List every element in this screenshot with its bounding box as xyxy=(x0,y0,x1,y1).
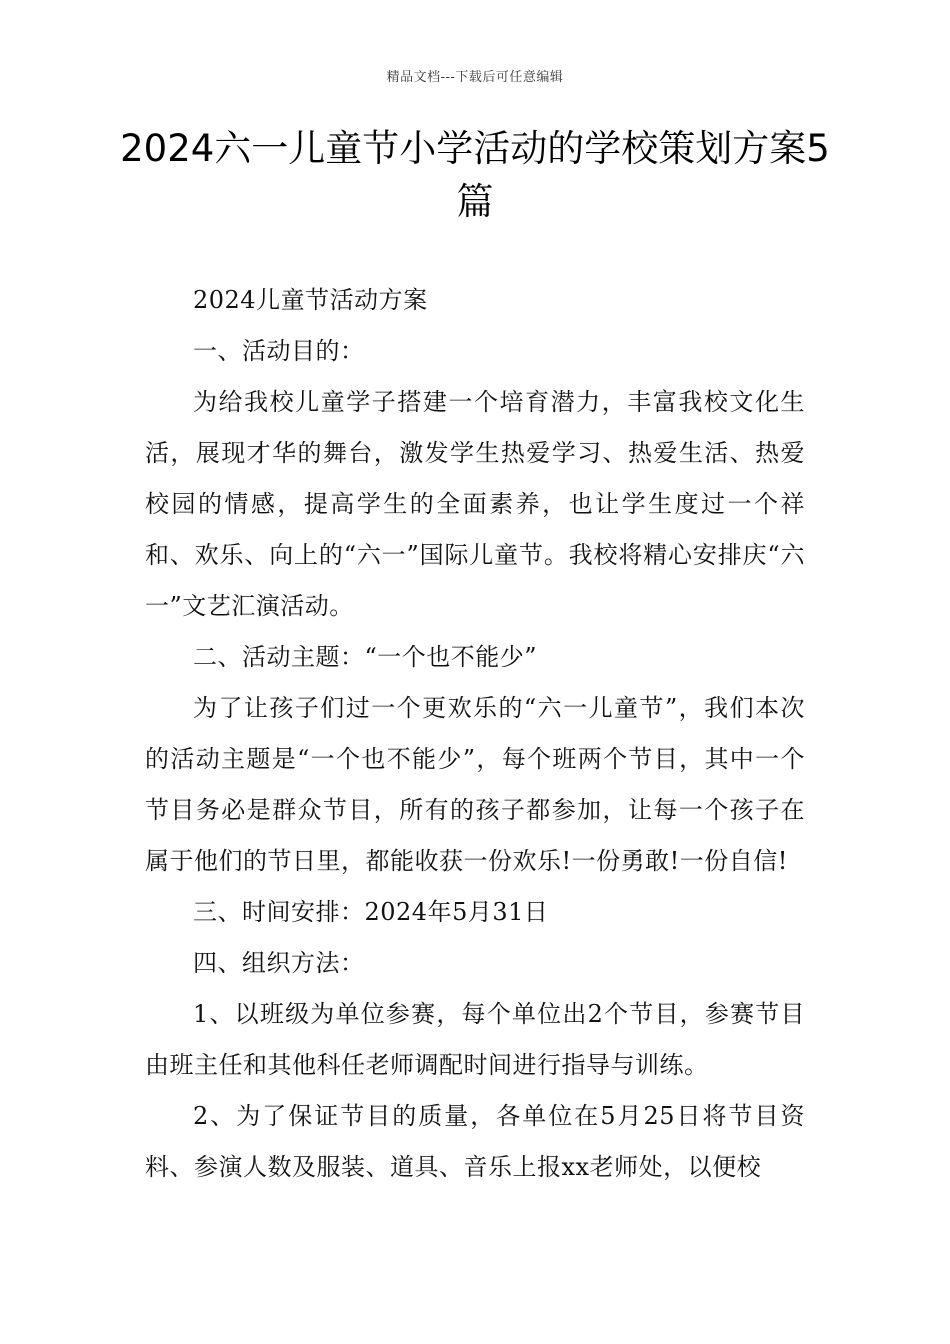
paragraph-method-item-1: 1、以班级为单位参赛，每个单位出2个节目，参赛节目由班主任和其他科任老师调配时间进行指导与训练。 xyxy=(145,1000,805,1079)
paragraph-section-theme: 二、活动主题：“一个也不能少” xyxy=(193,643,538,671)
paragraph-section-schedule: 三、时间安排：2024年5月31日 xyxy=(193,898,549,926)
document-title: 2024六一儿童节小学活动的学校策划方案5篇 xyxy=(120,127,830,223)
paragraph-section-method: 四、组织方法： xyxy=(193,949,365,977)
paragraph-section-purpose: 一、活动目的： xyxy=(193,337,365,365)
paragraph-plan-heading: 2024儿童节活动方案 xyxy=(193,286,428,314)
paragraph-theme-text: 为了让孩子们过一个更欢乐的“六一儿童节”，我们本次的活动主题是“一个也不能少”，每个班两个节目，其中一个节目务必是群众节目，所有的孩子都参加，让每一个孩子在属于他们的节日里，都能收获一份欢乐!一份勇敢!一份自信! xyxy=(145,694,805,875)
header-note: 精品文档---下载后可任意编辑 xyxy=(386,70,564,85)
paragraph-method-item-2: 2、为了保证节目的质量，各单位在5月25日将节目资料、参演人数及服装、道具、音乐上报xx老师处，以便校 xyxy=(145,1102,805,1181)
document-body xyxy=(145,275,805,1193)
paragraph-purpose-text: 为给我校儿童学子搭建一个培育潜力，丰富我校文化生活，展现才华的舞台，激发学生热爱学习、热爱生活、热爱校园的情感，提高学生的全面素养，也让学生度过一个祥和、欢乐、向上的“六一”国际儿童节。我校将精心安排庆“六一”文艺汇演活动。 xyxy=(145,388,805,620)
